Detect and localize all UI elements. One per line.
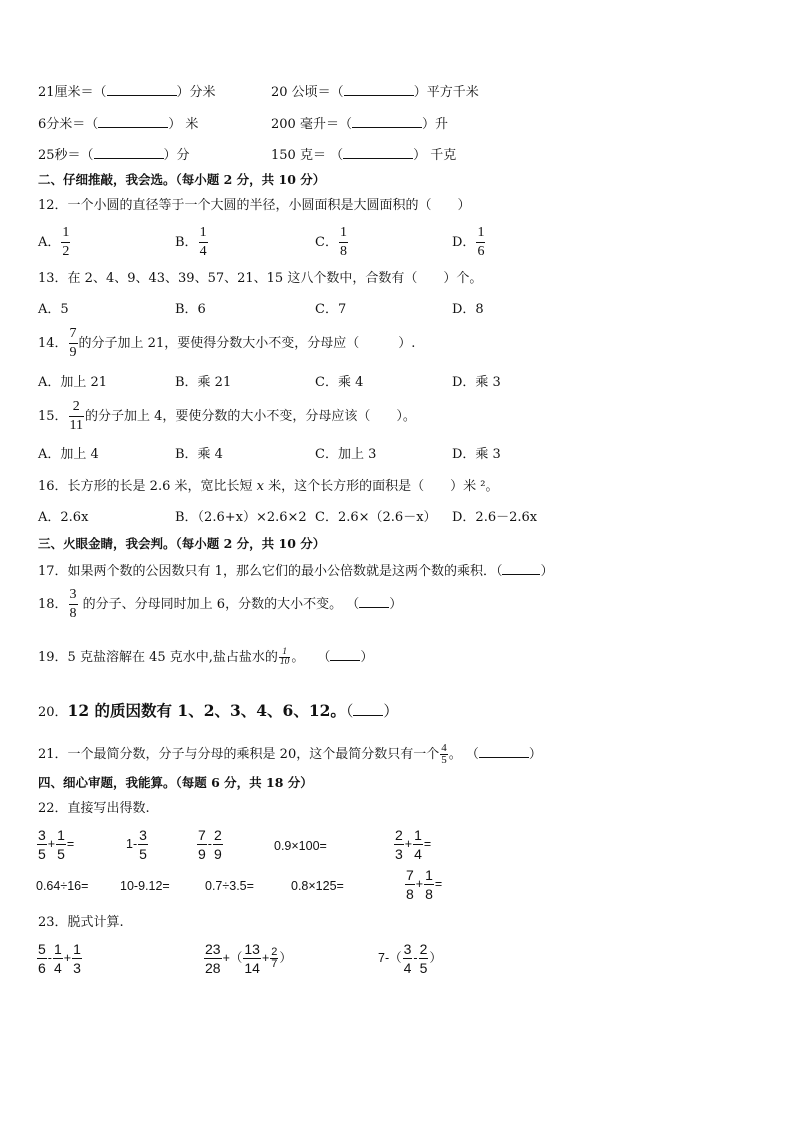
numerator: 1 (476, 226, 485, 243)
question-text: 17．如果两个数的公因数只有 1，那么它们的最小公倍数就是这两个数的乘积．（ (38, 564, 503, 579)
fraction (403, 942, 413, 975)
calc-expression: 10-9.12= (120, 879, 170, 893)
numerator: 3 (69, 588, 78, 605)
question-21 (38, 743, 542, 766)
question-20 (38, 702, 398, 722)
question-23: 23．脱式计算. (38, 915, 124, 930)
fraction (339, 226, 348, 259)
fraction (72, 942, 82, 975)
operator: + (47, 836, 56, 851)
answer-blank[interactable] (479, 744, 529, 758)
calc-expression: 0.9×100= (274, 839, 327, 853)
numerator: 3 (139, 827, 147, 843)
equals-sign: = (434, 876, 443, 891)
q13-option-c[interactable]: C．7 (315, 302, 347, 317)
numerator: 2 (69, 400, 84, 417)
fraction (199, 226, 208, 259)
fraction (440, 743, 448, 766)
question-16 (38, 478, 498, 496)
q16-option-a[interactable]: A．2.6x (38, 510, 89, 525)
conv-5-prefix: 25秒＝（ (38, 148, 94, 163)
conv-6-suffix: ） 千克 (413, 148, 457, 163)
answer-blank[interactable] (98, 114, 168, 128)
q12-option-b[interactable] (175, 226, 209, 259)
closing-paren: ） (540, 564, 554, 579)
denominator: 4 (414, 846, 422, 862)
numerator: 1 (425, 867, 433, 883)
question-text: 的分子、分母同时加上 6，分数的大小不变。 （ (78, 597, 360, 612)
fraction (37, 942, 47, 975)
denominator: 9 (213, 846, 222, 862)
numerator: 2 (213, 827, 222, 843)
fraction (213, 828, 223, 861)
numerator: 23 (205, 941, 221, 957)
operator: - (207, 836, 212, 851)
section-3-heading: 三、火眼金睛，我会判。（每小题 2 分，共 10 分） (38, 536, 326, 551)
operator: + (415, 876, 424, 891)
question-17 (38, 561, 553, 581)
calc-expression (378, 942, 442, 975)
answer-blank[interactable] (107, 82, 177, 96)
equals-sign: = (66, 836, 75, 851)
fraction (53, 942, 63, 975)
answer-blank[interactable] (352, 114, 422, 128)
option-label: B． (175, 235, 198, 250)
denominator: 11 (69, 418, 84, 433)
calc-expression (126, 828, 149, 861)
fraction (61, 226, 70, 259)
section-4-heading: 四、细心审题，我能算。（每题 6 分，共 18 分） (38, 775, 313, 790)
numerator: 1 (57, 827, 65, 843)
fraction (270, 947, 278, 970)
numerator: 1 (73, 941, 81, 957)
question-text-end: 米，这个长方形的面积是（ ）米 ²。 (263, 479, 499, 494)
calc-expression (36, 828, 74, 861)
numerator: 2 (419, 941, 428, 957)
conv-item-5 (38, 145, 190, 165)
fraction (476, 226, 485, 259)
fraction (243, 942, 261, 975)
answer-blank[interactable] (94, 145, 164, 159)
denominator: 10 (279, 657, 290, 667)
q15-option-a[interactable]: A．加上 4 (38, 447, 99, 462)
calc-expression: 0.64÷16= (36, 879, 89, 893)
conv-item-3 (38, 114, 198, 134)
conv-2-suffix: ）平方千米 (413, 85, 479, 100)
operator: + (404, 836, 413, 851)
fraction (413, 828, 423, 861)
question-text: 的分子加上 21，要使得分数大小不变，分母应（ ）. (78, 336, 416, 351)
denominator: 8 (339, 244, 347, 259)
question-text: 的分子加上 4，要使分数的大小不变，分母应该（ ）。 (85, 409, 416, 424)
q15-option-b[interactable]: B．乘 4 (175, 447, 223, 462)
fraction (37, 828, 47, 861)
calc-expression: 0.8×125= (291, 879, 344, 893)
q15-option-c[interactable]: C．加上 3 (315, 447, 377, 462)
numerator: 1 (199, 226, 208, 243)
conv-6-prefix: 150 克＝ （ (271, 148, 344, 163)
conv-1-prefix: 21厘米＝（ (38, 85, 107, 100)
q16-option-d[interactable]: D．2.6－2.6x (452, 510, 538, 525)
denominator: 7 (271, 958, 278, 970)
numerator: 2 (271, 946, 278, 958)
closing-paren: ） (279, 950, 292, 965)
operator: + (63, 950, 72, 965)
q16-option-b[interactable]: B．（2.6+x）×2.6×2 (175, 510, 307, 525)
question-number: 18． (38, 597, 68, 612)
question-text-end: 。 （ (448, 747, 479, 762)
denominator: 6 (38, 960, 46, 976)
variable-x: x (256, 479, 264, 494)
numerator: 13 (244, 941, 260, 957)
denominator: 3 (395, 846, 403, 862)
numerator: 1 (339, 226, 348, 243)
closing-paren: ） (528, 747, 542, 762)
denominator: 14 (244, 960, 260, 976)
fraction (279, 648, 291, 668)
operator: +（ (222, 950, 243, 965)
numerator: 1 (279, 648, 291, 659)
q12-option-c[interactable] (315, 226, 349, 259)
numerator: 7 (198, 827, 206, 843)
answer-blank[interactable] (330, 647, 360, 661)
denominator: 4 (403, 960, 412, 976)
fraction (69, 400, 84, 433)
fraction (69, 327, 78, 360)
denominator: 8 (69, 606, 77, 621)
option-label: C． (315, 235, 338, 250)
denominator: 5 (419, 960, 428, 976)
denominator: 4 (53, 960, 62, 976)
question-text: 19．5 克盐溶解在 45 克水中,盐占盐水的 (38, 650, 278, 665)
question-14 (38, 327, 415, 360)
question-number: 20． (38, 705, 68, 720)
calc-expression (393, 828, 431, 861)
q12-option-a[interactable] (38, 226, 71, 259)
denominator: 5 (139, 846, 147, 862)
question-text: 12 的质因数有 1、2、3、4、6、12。 (67, 701, 346, 720)
conv-item-6 (271, 145, 456, 165)
q13-option-b[interactable]: B．6 (175, 302, 206, 317)
denominator: 8 (425, 886, 433, 902)
numerator: 1 (61, 226, 70, 243)
numerator: 2 (395, 827, 403, 843)
denominator: 3 (73, 960, 81, 976)
denominator: 8 (406, 886, 414, 902)
denominator: 4 (199, 244, 207, 259)
option-label: A． (38, 235, 61, 250)
conv-3-suffix: ） 米 (168, 117, 199, 132)
numerator: 3 (403, 941, 412, 957)
conv-2-prefix: 20 公顷＝（ (271, 85, 344, 100)
question-number: 14． (38, 336, 68, 351)
conv-item-4 (271, 114, 448, 134)
answer-blank[interactable] (344, 82, 414, 96)
denominator: 6 (477, 244, 485, 259)
numerator: 3 (38, 827, 46, 843)
fraction (204, 942, 222, 975)
fraction (138, 828, 148, 861)
equals-sign: = (423, 836, 432, 851)
numerator: 5 (38, 941, 46, 957)
q14-option-d[interactable]: D．乘 3 (452, 375, 501, 390)
question-number: 15． (38, 409, 68, 424)
q14-option-c[interactable]: C．乘 4 (315, 375, 364, 390)
denominator: 2 (62, 244, 70, 259)
numerator: 1 (414, 827, 422, 843)
closing-paren: ） (389, 597, 403, 612)
q13-option-d[interactable]: D．8 (452, 302, 484, 317)
calc-expression (203, 942, 292, 975)
conv-item-1 (38, 82, 216, 102)
operator: + (261, 950, 270, 965)
denominator: 5 (57, 846, 65, 862)
fraction (69, 588, 78, 621)
question-15 (38, 400, 416, 433)
numerator: 7 (69, 327, 78, 344)
answer-blank[interactable] (359, 594, 389, 608)
denominator: 5 (441, 754, 447, 766)
fraction (394, 828, 404, 861)
denominator: 9 (198, 846, 206, 862)
denominator: 5 (38, 846, 46, 862)
denominator: 9 (69, 345, 77, 360)
closing-paren: ） (383, 702, 399, 720)
calc-expression (404, 868, 442, 901)
question-22: 22．直接写出得数. (38, 801, 150, 816)
operand: 7-（ (378, 950, 402, 965)
denominator: 28 (205, 960, 221, 976)
opening-paren: （ (345, 702, 354, 720)
conv-item-2 (271, 82, 479, 102)
q14-option-b[interactable]: B．乘 21 (175, 375, 232, 390)
question-12: 12．一个小圆的直径等于一个大圆的半径，小圆面积是大圆面积的（ ） (38, 198, 471, 213)
question-13: 13．在 2、4、9、43、39、57、21、15 这八个数中，合数有（ ）个。 (38, 271, 483, 286)
fraction (56, 828, 66, 861)
calc-expression (36, 942, 83, 975)
question-18 (38, 588, 402, 621)
conv-1-suffix: ）分米 (176, 85, 216, 100)
fraction (424, 868, 434, 901)
question-text-end: 。 （ (291, 650, 331, 665)
q12-option-d[interactable] (452, 226, 486, 259)
calc-expression (196, 828, 224, 861)
conv-3-prefix: 6分米＝（ (38, 117, 99, 132)
operand: 1- (126, 836, 138, 851)
numerator: 4 (441, 742, 447, 754)
section-2-heading: 二、仔细推敲，我会选。（每小题 2 分，共 10 分） (38, 172, 326, 187)
conv-4-prefix: 200 毫升＝（ (271, 117, 352, 132)
conv-4-suffix: ）升 (421, 117, 448, 132)
option-label: D． (452, 235, 476, 250)
closing-paren: ） (360, 650, 374, 665)
fraction (405, 868, 415, 901)
numerator: 7 (406, 867, 414, 883)
q14-option-a[interactable]: A．加上 21 (38, 375, 108, 390)
fraction (419, 942, 429, 975)
question-text: 21．一个最简分数，分子与分母的乘积是 20，这个最简分数只有一个 (38, 747, 440, 762)
numerator: 1 (53, 941, 62, 957)
closing-paren: ） (429, 950, 442, 965)
calc-expression: 0.7÷3.5= (205, 879, 254, 893)
question-19 (38, 647, 373, 668)
q13-option-a[interactable]: A．5 (38, 302, 69, 317)
fraction (197, 828, 207, 861)
q16-option-c[interactable]: C．2.6×（2.6－x） (315, 510, 437, 525)
operator: - (413, 950, 418, 965)
answer-blank[interactable] (353, 702, 383, 716)
conv-5-suffix: ）分 (163, 148, 190, 163)
question-text: 16．长方形的长是 2.6 米，宽比长短 (38, 479, 257, 494)
operator: - (47, 950, 52, 965)
answer-blank[interactable] (502, 561, 540, 575)
q15-option-d[interactable]: D．乘 3 (452, 447, 501, 462)
answer-blank[interactable] (343, 145, 413, 159)
